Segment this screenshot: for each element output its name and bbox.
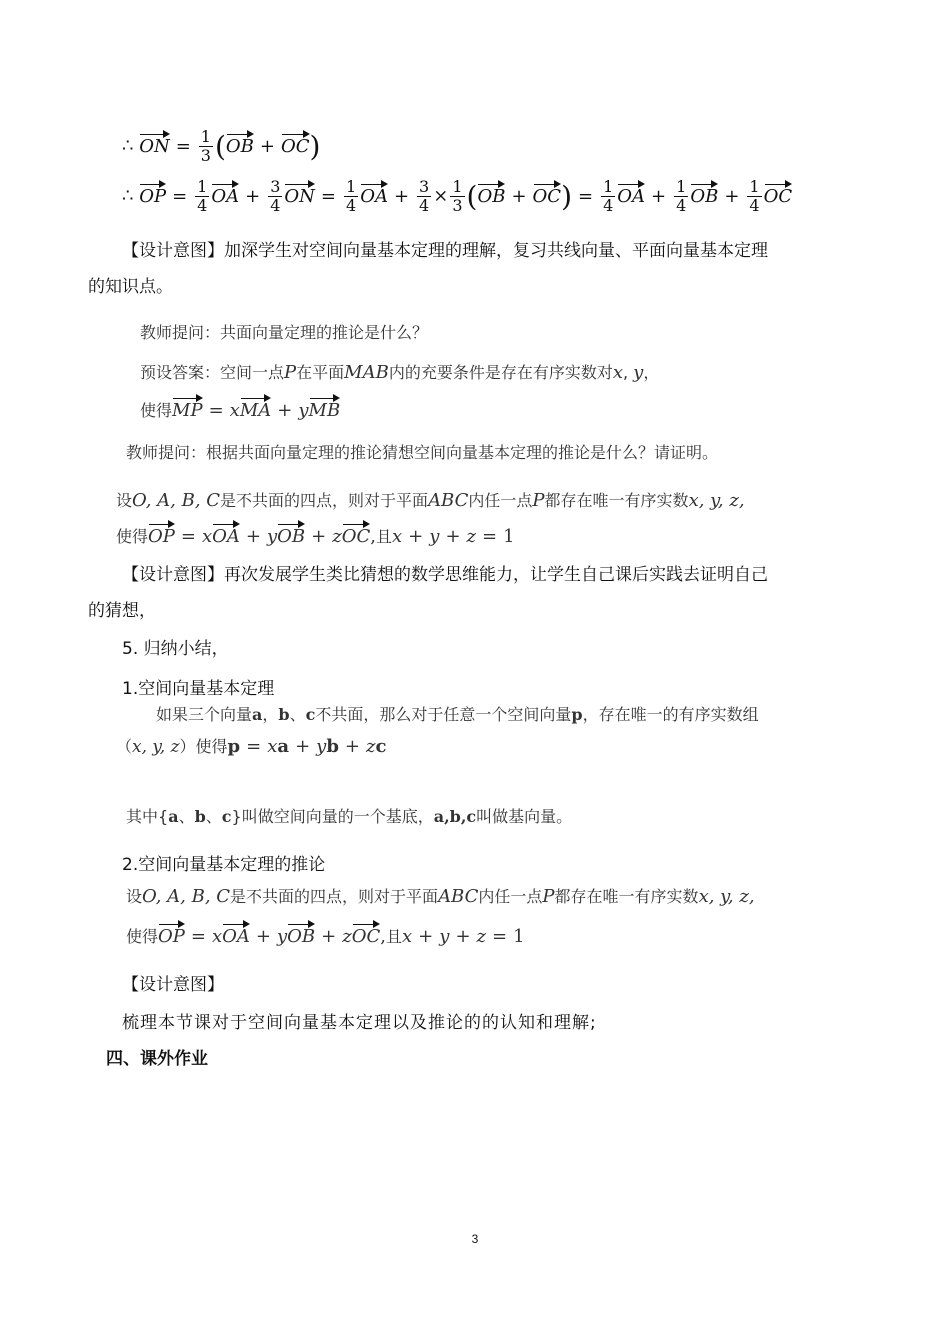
theorem-1-equation: （x, y, z）使得p = xa + yb + zc [116,736,387,757]
preset-answer: 预设答案：空间一点P在平面MAB内的充要条件是存在有序实数对x, y， [140,362,660,383]
theorem-2-statement: 设O, A, B, C是不共面的四点，则对于平面ABC内任一点P都存在唯一有序实数x, y, z, [126,886,755,907]
corollary-statement: 设O, A, B, C是不共面的四点，则对于平面ABC内任一点P都存在唯一有序实数x, y, z, [116,490,745,511]
preset-answer-eq: 使得MP = xMA + yMB [140,396,340,421]
design-intent-3-text: 梳理本节课对于空间向量基本定理以及推论的的认知和理解; [122,1013,597,1033]
equation-on: ∴ ON = $\frac{1}{3}$ (OB + OC) [122,127,321,165]
teacher-question-2: 教师提问：根据共面向量定理的推论猜想空间向量基本定理的推论是什么？请证明。 [126,443,719,462]
design-intent-1-cont: 的知识点。 [88,277,173,297]
theorem-2-title: 2.空间向量基本定理的推论 [122,855,326,875]
basis-definition: 其中{a、b、c}叫做空间向量的一个基底，a,b,c叫做基向量。 [126,807,573,826]
theorem-1-title: 1.空间向量基本定理 [122,679,275,699]
summary-title: 5. 归纳小结， [122,639,229,659]
corollary-equation: 使得OP = xOA + yOB + zOC,且x + y + z = 1 [116,522,515,547]
teacher-question-1: 教师提问：共面向量定理的推论是什么？ [140,323,429,342]
design-intent-3-tag: 【设计意图】 [122,975,224,995]
theorem-2-equation: 使得OP = xOA + yOB + zOC,且x + y + z = 1 [126,922,525,947]
theorem-1-text: 如果三个向量a，b、c不共面，那么对于任意一个空间向量p，存在唯一的有序实数组 [156,705,759,724]
design-intent-2: 【设计意图】再次发展学生类比猜想的数学思维能力，让学生自己课后实践去证明自己 [122,565,768,585]
equation-op: ∴ OP = $\frac{1}{4}$ OA + $\frac{3}{4}$ ON = $\frac{1}{4}$ OA + $\frac{3}{4}$ × $\frac{1}{3}$ (OB + OC) = $\frac{1}{4}$ OA + $\frac{1}{4}$ OB + $\frac{1}{4}$ OC [122,177,793,215]
page-number: 3 [471,1232,479,1246]
section-4-heading: 四、课外作业 [106,1049,208,1069]
design-intent-1: 【设计意图】加深学生对空间向量基本定理的理解，复习共线向量、平面向量基本定理 [122,241,768,261]
design-intent-2-cont: 的猜想， [88,601,156,621]
